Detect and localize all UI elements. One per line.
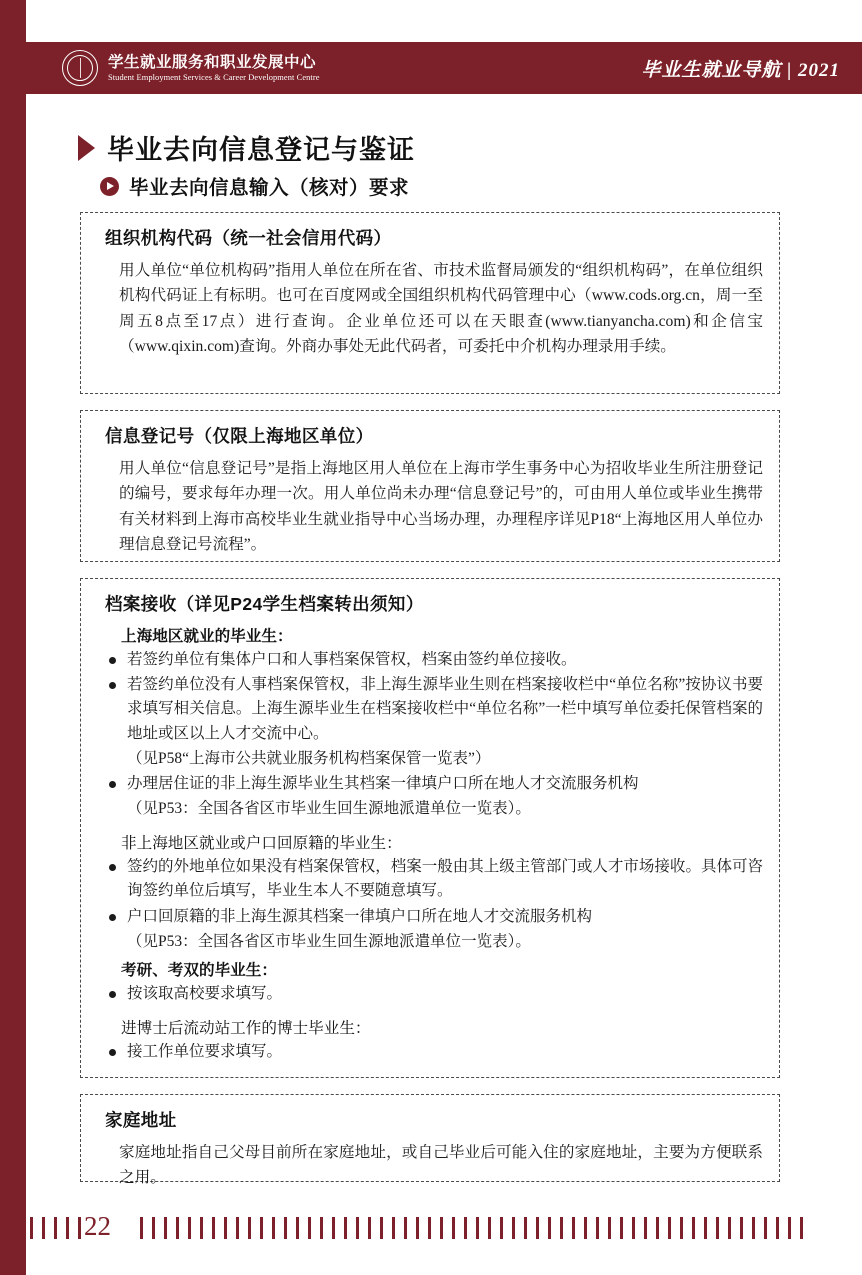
section-title: 信息登记号（仅限上海地区单位） <box>105 426 374 446</box>
section-body: 家庭地址指自己父母目前所在家庭地址，或自己毕业后可能入住的家庭地址，主要为方便联系之用。 <box>119 1144 763 1187</box>
list-note: （见P58“上海市公共就业服务机构档案保管一览表”） <box>127 749 491 767</box>
subsection-head-postgrad-exam: 考研、考双的毕业生： <box>121 961 277 979</box>
list-item: 签约的外地单位如果没有档案保管权，档案一般由其上级主管部门或人才市场接收。具体可咨询签约单位后填写，毕业生本人不要随意填写。 <box>105 855 763 903</box>
university-seal-icon <box>62 50 98 86</box>
section-title: 档案接收（详见P24学生档案转出须知） <box>105 594 424 614</box>
page-footer <box>0 1211 862 1249</box>
footer-ticks-right <box>140 1215 803 1241</box>
list-item: 若签约单位没有人事档案保管权，非上海生源毕业生则在档案接收栏中“单位名称”按协议书要求填写相关信息。上海生源毕业生在档案接收栏中“单位名称”一栏中填写单位委托保管档案的地址或区以上人才交流中心。 <box>105 673 763 746</box>
page-subtitle: 毕业去向信息输入（核对）要求 <box>129 177 410 199</box>
list-item: 办理居住证的非上海生源毕业生其档案一律填户口所在地人才交流服务机构 <box>105 772 763 796</box>
brand-text <box>108 54 320 83</box>
section-title: 组织机构代码（统一社会信用代码） <box>105 228 392 248</box>
play-circle-icon <box>100 177 119 196</box>
brand-name-en: Student Employment Services & Career Development Centre <box>108 72 320 82</box>
list-note: （见P53：全国各省区市毕业生回生源地派遣单位一览表）。 <box>127 932 531 950</box>
page-title: 毕业去向信息登记与鉴证 <box>107 135 415 165</box>
page-title-row <box>78 128 415 167</box>
list-item: 接工作单位要求填写。 <box>105 1040 763 1064</box>
list-item: 按该取高校要求填写。 <box>105 982 763 1006</box>
arrow-right-icon <box>78 135 95 161</box>
section-registration-number <box>80 410 780 562</box>
section-home-address <box>80 1094 780 1187</box>
page-header <box>26 42 862 94</box>
section-archive-receiving <box>80 578 780 1078</box>
subsection-head-postdoc: 进博士后流动站工作的博士毕业生： <box>121 1020 371 1038</box>
section-body: 用人单位“单位机构码”指用人单位在所在省、市技术监督局颁发的“组织机构码”，在单位组织机构代码证上有标明。也可在百度网或全国组织机构代码管理中心（www.cods.org.cn，周一至周五8点至17点）进行查询。企业单位还可以在天眼查(www.tianyancha.com)和企信宝（www.qixin.com)查询。外商办事处无此代码者，可委托中介机构办理录用手续。 <box>119 262 763 355</box>
list-postgrad-exam <box>97 982 763 1006</box>
page-spine <box>0 0 26 1275</box>
section-title: 家庭地址 <box>105 1110 177 1130</box>
subsection-head-shanghai: 上海地区就业的毕业生： <box>121 628 293 645</box>
list-item: 户口回原籍的非上海生源其档案一律填户口所在地人才交流服务机构 <box>105 905 763 929</box>
list-note: （见P53：全国各省区市毕业生回生源地派遣单位一览表）。 <box>127 800 531 818</box>
subsection-head-non-shanghai: 非上海地区就业或户口回原籍的毕业生： <box>121 835 402 853</box>
page-subtitle-row <box>100 172 409 200</box>
brand-name-cn: 学生就业服务和职业发展中心 <box>108 53 317 71</box>
list-non-shanghai <box>97 855 763 954</box>
section-organization-code <box>80 212 780 394</box>
page-number: 22 <box>84 1211 111 1241</box>
list-shanghai <box>97 648 763 821</box>
brand-block <box>62 50 320 86</box>
header-title: 毕业生就业导航 | 2021 <box>641 59 840 81</box>
footer-ticks-left <box>18 1215 81 1241</box>
list-item: 若签约单位有集体户口和人事档案保管权，档案由签约单位接收。 <box>105 648 763 672</box>
list-postdoc <box>97 1040 763 1064</box>
section-body: 用人单位“信息登记号”是指上海地区用人单位在上海市学生事务中心为招收毕业生所注册登记的编号，要求每年办理一次。用人单位尚未办理“信息登记号”的，可由用人单位或毕业生携带有关材料到上海市高校毕业生就业指导中心当场办理，办理程序详见P18“上海地区用人单位办理信息登记号流程”。 <box>119 460 763 553</box>
